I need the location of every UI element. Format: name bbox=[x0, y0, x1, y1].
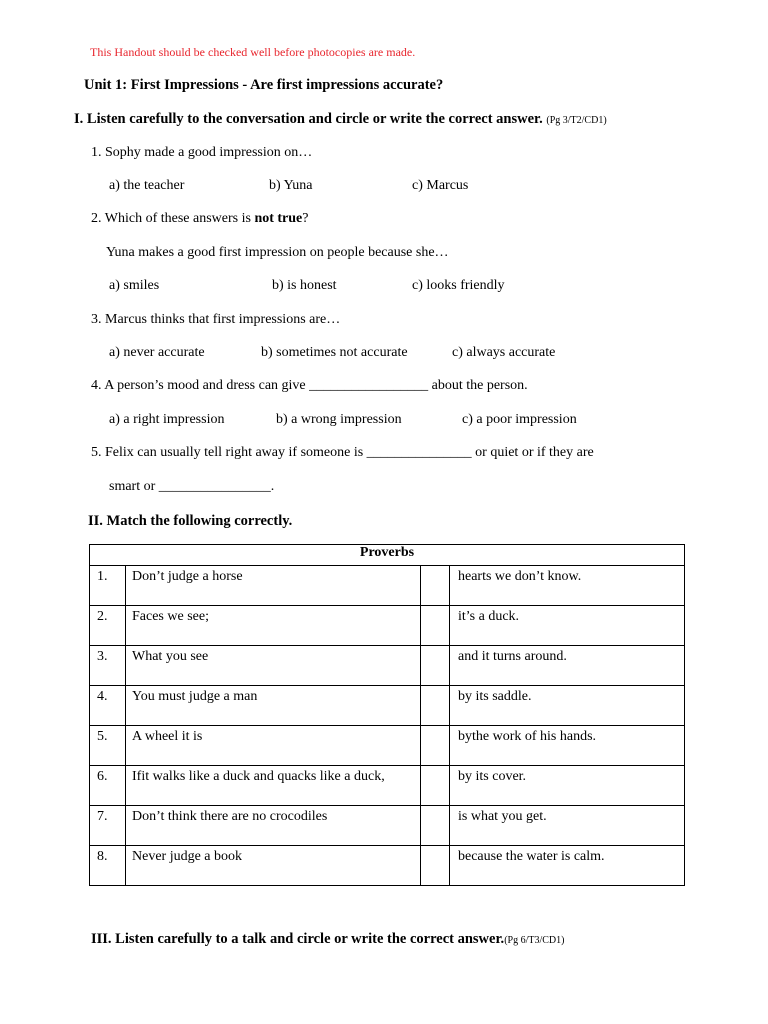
proverb-start: Faces we see; bbox=[126, 606, 421, 646]
proverbs-header: Proverbs bbox=[90, 545, 685, 566]
proverb-end: is what you get. bbox=[450, 806, 685, 846]
question-4-stem: 4. A person’s mood and dress can give _________________ about the person. bbox=[91, 378, 528, 393]
proverb-end: and it turns around. bbox=[450, 646, 685, 686]
answer-cell[interactable] bbox=[421, 806, 450, 846]
table-row bbox=[90, 846, 685, 886]
section-1-heading-text: I. Listen carefully to the conversation and circle or write the correct answer. bbox=[74, 111, 543, 127]
question-2-option-a: a) smiles bbox=[109, 278, 160, 293]
proverb-end: bythe work of his hands. bbox=[450, 726, 685, 766]
row-number: 8. bbox=[90, 846, 126, 886]
question-1-option-c: c) Marcus bbox=[412, 178, 469, 193]
row-number: 1. bbox=[90, 566, 126, 606]
table-row bbox=[90, 686, 685, 726]
answer-cell[interactable] bbox=[421, 606, 450, 646]
question-5-stem: 5. Felix can usually tell right away if someone is _______________ or quiet or if they are bbox=[91, 445, 594, 460]
proverb-end: it’s a duck. bbox=[450, 606, 685, 646]
proverb-start: What you see bbox=[126, 646, 421, 686]
proverbs-header-row bbox=[90, 545, 685, 566]
question-1-stem: 1. Sophy made a good impression on… bbox=[91, 145, 313, 160]
question-2-stem-end: ? bbox=[302, 211, 309, 226]
answer-cell[interactable] bbox=[421, 766, 450, 806]
answer-cell[interactable] bbox=[421, 566, 450, 606]
question-2-option-b: b) is honest bbox=[272, 278, 337, 293]
proverb-start: A wheel it is bbox=[126, 726, 421, 766]
section-3-heading-text: III. Listen carefully to a talk and circle or write the correct answer. bbox=[91, 931, 505, 947]
proverb-start: Ifit walks like a duck and quacks like a duck, bbox=[126, 766, 421, 806]
unit-title: Unit 1: First Impressions - Are first impressions accurate? bbox=[84, 77, 444, 93]
section-3-heading bbox=[91, 931, 564, 948]
proverbs-table bbox=[89, 544, 685, 886]
question-2-stem-emphasis: not true bbox=[254, 211, 303, 226]
question-2-subtext: Yuna makes a good first impression on people because she… bbox=[106, 245, 449, 260]
question-5-continuation: smart or ________________. bbox=[109, 479, 275, 494]
row-number: 7. bbox=[90, 806, 126, 846]
question-3-option-a: a) never accurate bbox=[109, 345, 205, 360]
table-row bbox=[90, 726, 685, 766]
question-1-option-a: a) the teacher bbox=[109, 178, 185, 193]
table-row bbox=[90, 566, 685, 606]
question-2-stem bbox=[91, 211, 308, 227]
section-1-reference: (Pg 3/T2/CD1) bbox=[546, 115, 607, 126]
proverb-start: Don’t judge a horse bbox=[126, 566, 421, 606]
answer-cell[interactable] bbox=[421, 846, 450, 886]
table-row bbox=[90, 766, 685, 806]
table-row bbox=[90, 606, 685, 646]
answer-cell[interactable] bbox=[421, 686, 450, 726]
answer-cell[interactable] bbox=[421, 726, 450, 766]
question-4-option-c: c) a poor impression bbox=[462, 412, 577, 427]
table-row bbox=[90, 646, 685, 686]
answer-cell[interactable] bbox=[421, 646, 450, 686]
row-number: 4. bbox=[90, 686, 126, 726]
question-3-option-b: b) sometimes not accurate bbox=[261, 345, 408, 360]
proverb-end: hearts we don’t know. bbox=[450, 566, 685, 606]
proverb-start: Don’t think there are no crocodiles bbox=[126, 806, 421, 846]
question-4-option-b: b) a wrong impression bbox=[276, 412, 402, 427]
row-number: 6. bbox=[90, 766, 126, 806]
question-4-option-a: a) a right impression bbox=[109, 412, 225, 427]
section-2-heading: II. Match the following correctly. bbox=[88, 513, 293, 529]
proverb-start: Never judge a book bbox=[126, 846, 421, 886]
proverb-end: by its saddle. bbox=[450, 686, 685, 726]
proverb-end: because the water is calm. bbox=[450, 846, 685, 886]
photocopy-notice: This Handout should be checked well before photocopies are made. bbox=[90, 45, 416, 59]
row-number: 3. bbox=[90, 646, 126, 686]
section-3-reference: (Pg 6/T3/CD1) bbox=[504, 935, 565, 946]
question-2-stem-start: 2. Which of these answers is bbox=[91, 211, 255, 226]
question-2-option-c: c) looks friendly bbox=[412, 278, 505, 293]
question-3-option-c: c) always accurate bbox=[452, 345, 556, 360]
section-1-heading bbox=[74, 111, 607, 128]
row-number: 2. bbox=[90, 606, 126, 646]
proverb-end: by its cover. bbox=[450, 766, 685, 806]
question-1-option-b: b) Yuna bbox=[269, 178, 313, 193]
question-3-stem: 3. Marcus thinks that first impressions are… bbox=[91, 312, 341, 327]
proverb-start: You must judge a man bbox=[126, 686, 421, 726]
table-row bbox=[90, 806, 685, 846]
row-number: 5. bbox=[90, 726, 126, 766]
